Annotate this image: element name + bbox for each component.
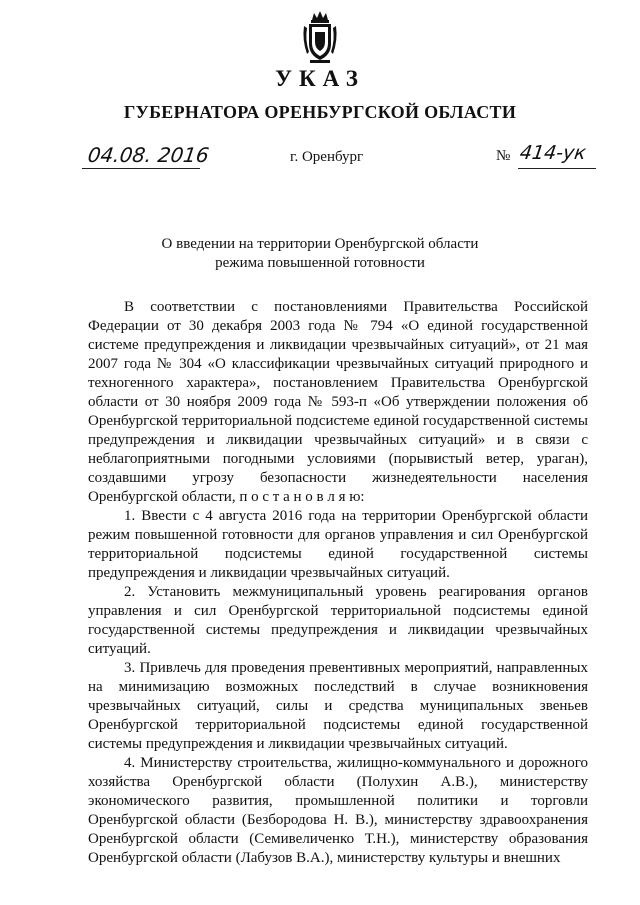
document-city: г. Оренбург [290, 149, 364, 165]
decree-title: УКАЗ [275, 66, 365, 91]
document-heading [0, 235, 640, 273]
date-underline [82, 168, 200, 169]
heading-line-1: О введении на территории Оренбургской области [161, 236, 479, 252]
paragraph-item-4: 4. Министерству строительства, жилищно-коммунального и дорожного хозяйства Оренбургской области (Полухин А.В.), министерству экономического развития, промышленной политики и торговли Оренбургской области (Безбородова Н. В.), министерству здравоохранения Оренбургской области (Семивеличенко Т.Н.), министерству образования Оренбургской области (Лабузов В.А.), министерству культуры и внешних [88, 755, 588, 866]
paragraph-item-3: 3. Привлечь для проведения превентивных мероприятий, направленных на минимизацию возможных последствий в случае возникновения чрезвычайных ситуаций, силы и средства муниципальных звеньев Оренбургской территориальной подсистемы единой государственной системы предупреждения и ликвидации чрезвычайных ситуаций. [88, 660, 588, 752]
heading-line-2: режима повышенной готовности [215, 255, 425, 271]
paragraph-preamble: В соответствии с постановлениями Правительства Российской Федерации от 30 декабря 2003 года № 794 «О единой государственной системе предупреждения и ликвидации чрезвычайных ситуаций», от 21 мая 2007 года № 304 «О классификации чрезвычайных ситуаций природного и техногенного характера», постановлением Правительства Оренбургской области от 30 ноября 2009 года № 593-п «Об утверждении положения об Оренбургской территориальной подсистеме единой государственной системы предупреждения и ликвидации чрезвычайных ситуаций» и в связи с неблагоприятными погодными условиями (порывистый ветер, ураган), создавшими угрозу безопасности жизнедеятельности населения Оренбургской области, п о с т а н о в л я ю: [88, 299, 588, 505]
number-label: № [496, 148, 511, 164]
paragraph-item-1: 1. Ввести с 4 августа 2016 года на территории Оренбургской области режим повышенной готовности для органов управления и сил Оренбургской территориальной подсистемы единой государственной системы предупреждения и ликвидации чрезвычайных ситуаций. [88, 508, 588, 581]
document-date: 04.08. 2016 [86, 143, 211, 167]
number-underline [518, 168, 596, 169]
document-body [88, 298, 588, 868]
coat-of-arms-icon [300, 10, 340, 66]
decree-subtitle: ГУБЕРНАТОРА ОРЕНБУРГСКОЙ ОБЛАСТИ [123, 102, 517, 122]
paragraph-item-2: 2. Установить межмуниципальный уровень реагирования органов управления и сил Оренбургской территориальной подсистемы единой государственной системы предупреждения и ликвидации чрезвычайных ситуаций. [88, 584, 588, 657]
document-number: 414-ук [518, 142, 588, 164]
